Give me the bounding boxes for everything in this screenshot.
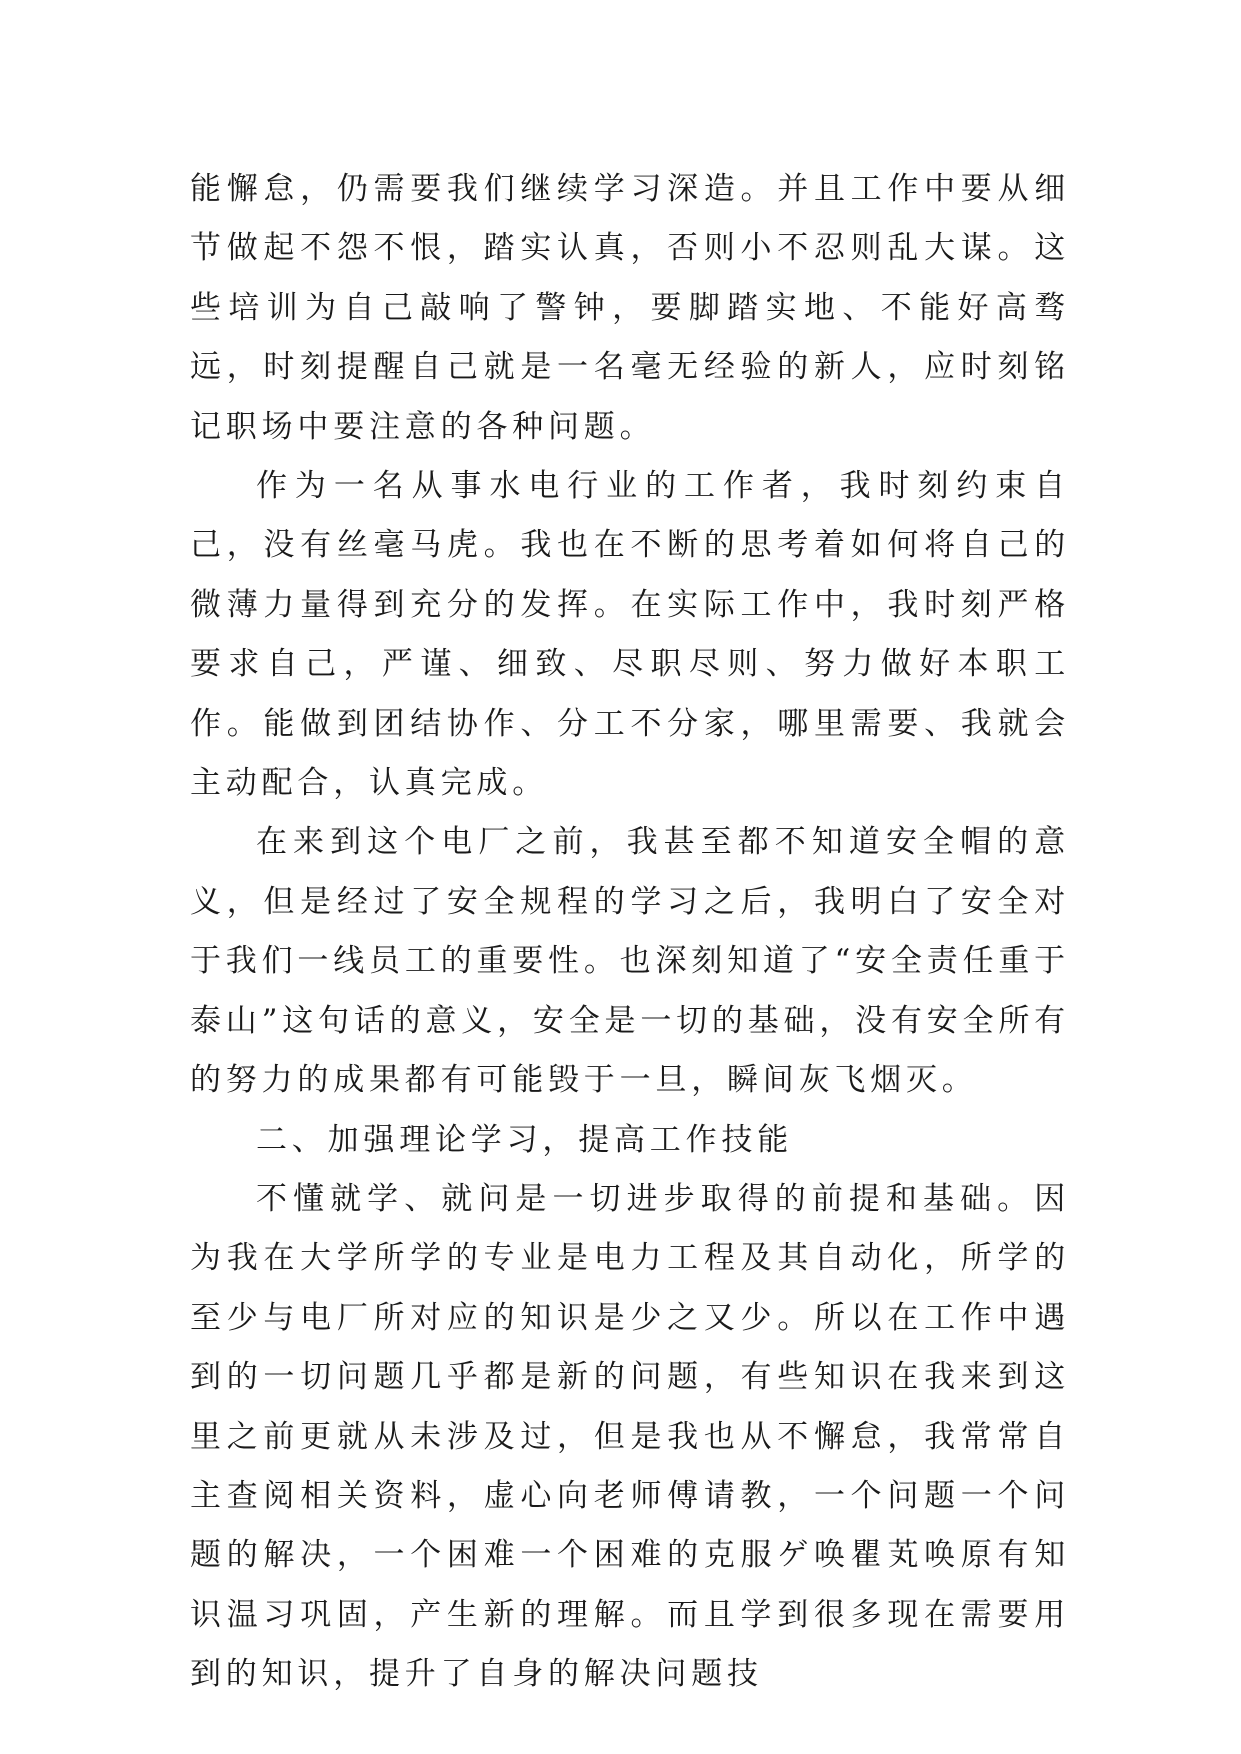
document-body	[190, 160, 1070, 1705]
section-heading-theory-study: 二、加强理论学习，提高工作技能	[256, 1121, 793, 1158]
paragraph-hydropower-worker: 作为一名从事水电行业的工作者，我时刻约束自己，没有丝毫马虎。我也在不断的思考着如何将自己的微薄力量得到充分的发挥。在实际工作中，我时刻严格要求自己，严谨、细致、尽职尽则、努力做好本职工作。能做到团结协作、分工不分家，哪里需要、我就会主动配合，认真完成。	[190, 468, 1070, 802]
paragraph-safety: 在来到这个电厂之前，我甚至都不知道安全帽的意义，但是经过了安全规程的学习之后，我明白了安全对于我们一线员工的重要性。也深刻知道了“安全责任重于泰山”这句话的意义，安全是一切的基础，没有安全所有的努力的成果都有可能毁于一旦，瞬间灰飞烟灭。	[190, 824, 1070, 1099]
paragraph-continuation: 能懈怠，仍需要我们继续学习深造。并且工作中要从细节做起不怨不恨，踏实认真，否则小不忍则乱大谋。这些培训为自己敲响了警钟，要脚踏实地、不能好高骛远，时刻提醒自己就是一名毫无经验的新人，应时刻铭记职场中要注意的各种问题。	[190, 171, 1070, 445]
paragraph-learning: 不懂就学、就问是一切进步取得的前提和基础。因为我在大学所学的专业是电力工程及其自动化，所学的至少与电厂所对应的知识是少之又少。所以在工作中遇到的一切问题几乎都是新的问题，有些知识在我来到这里之前更就从未涉及过，但是我也从不懈怠，我常常自主查阅相关资料，虚心向老师傅请教，一个问题一个问题的解决，一个困难一个困难的克服ゲ唤瞿芄唤原有知识温习巩固，产生新的理解。而且学到很多现在需要用到的知识，提升了自身的解决问题技	[190, 1180, 1070, 1693]
